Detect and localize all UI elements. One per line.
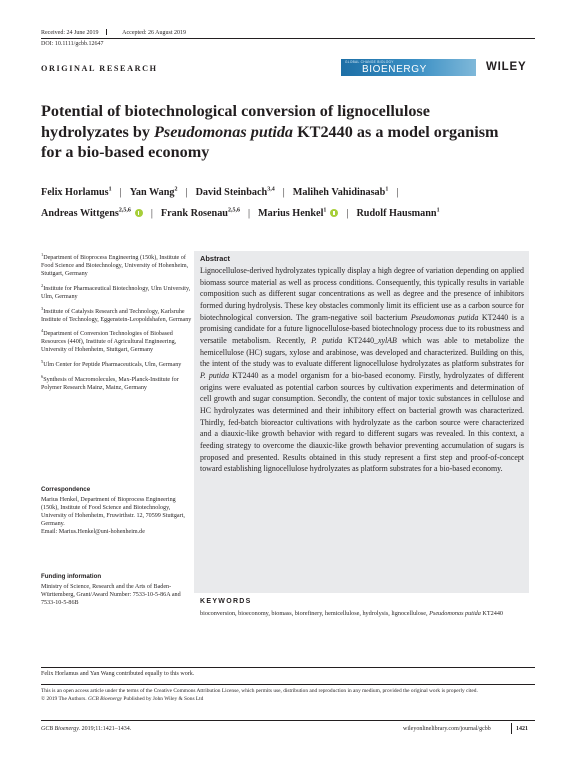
article-title: Potential of biotechnological conversion of lignocellulose hydrolyzates by Pseudomonas putida KT2440 as a model organism for a bio-based economy: [41, 102, 499, 161]
abstract-text: Lignocellulose-derived hydrolyzates typically display a high degree of variation depending on applied biomass source material as well as process conditions. Consequently, this typically results in variable composition such as different sugar concentrations as well as degree and the presence of inhibitors formed during hydrolysis. These key obstacles commonly limit its efficient use as a carbon source for biotechnological conversion. The gram-negative soil bacterium Pseudomonas putida KT2440 is a promising candidate for a future lignocellulose-based biotechnology process due to its robustness and versatile metabolism. Recently, P. putida KT2440_xylAB which was able to metabolize the hemicellulose (HC) sugars, xylose and arabinose, was developed and characterized. Building on this, the intent of the study was to evaluate different lignocellulose hydrolyzates as platform substrates for P. putida KT2440 as a model organism for a bio-based economy. Firstly, hydrolyzates of different origins were evaluated as potential carbon sources by cultivation experiments and determination of cell growth and sugar consumption. Secondly, the content of major toxic substances in cellulose and HC hydrolyzates was determined and their inhibitory effect on bacterial growth was characterized. Thirdly, fed-batch bioreactor cultivations with hydrolyzate as the carbon source were characterized and a diauxic-like growth behavior with regard to different sugars was revealed. In this context, a feeding strategy to overcome the diauxic-like growth behavior preventing accumulation of sugars is proposed and presented. Results obtained in this study represent a first step and proof-of-concept toward establishing lignocellulose hydrolyzates as platform substrates for a bio-based economy.: [200, 266, 524, 474]
equal-contribution-note: Felix Horlamus and Yan Wang contributed equally to this work.: [41, 671, 195, 677]
correspondence: [41, 486, 193, 536]
author-name[interactable]: Maliheh Vahidinasab$^1$: [292, 187, 389, 199]
author-name[interactable]: Marius Henkel$^1$: [258, 208, 327, 220]
author-name[interactable]: David Steinbach$^{3,4}$: [195, 187, 275, 199]
footer-rule-top: [41, 667, 535, 668]
correspondence-email[interactable]: Email: Marius.Henkel@uni-hohenheim.de: [41, 528, 145, 535]
funding-text: Ministry of Science, Research and the Arts of Baden-Württemberg, Grant/Award Number: 7533-10-5-86A and 7533-10-5-86B: [41, 583, 181, 606]
orcid-icon[interactable]: [330, 209, 338, 217]
page-number: 1421: [516, 726, 528, 732]
affiliation: $^6$Synthesis of Macromolecules, Max-Planck-Institute for Polymer Research Mainz, Mainz, Germany: [41, 374, 179, 392]
affiliation: $^4$Department of Conversion Technologies of Biobased Resources (440f), Institute of Agricultural Engineering, University of Hohenheim, Stuttgart, Germany: [41, 328, 177, 354]
correspondence-heading: Correspondence: [41, 486, 91, 493]
citation: GCB Bioenergy. 2019;11:1421–1434.: [41, 726, 132, 732]
affiliation: $^5$Ulm Center for Peptide Pharmaceuticals, Ulm, Germany: [41, 359, 182, 369]
affiliation: $^3$Institute of Catalysis Research and Technology, Karlsruhe Institute of Technology, Eggenstein-Leopoldshafen, Germany: [41, 305, 192, 323]
publisher-logo[interactable]: WILEY: [486, 61, 527, 73]
author-line-1: Felix Horlamus$^1$ | Yan Wang$^2$ | David Steinbach$^{3,4}$ | Maliheh Vahidinasab$^1$ |: [41, 187, 399, 199]
affiliation: $^2$Institute for Pharmaceutical Biotechnology, Ulm University, Ulm, Germany: [41, 282, 191, 300]
header-rule: [41, 38, 535, 39]
journal-logo-big-text: BIOENERGY: [362, 63, 427, 75]
copyright-text: © 2019 The Authors. GCB Bioenergy Published by John Wiley & Sons Ltd: [41, 696, 204, 702]
section-label: ORIGINAL RESEARCH: [41, 64, 158, 73]
license-note: [41, 687, 531, 703]
keywords-heading: KEYWORDS: [200, 598, 252, 605]
funding-heading: Funding information: [41, 573, 102, 580]
journal-logo[interactable]: [341, 59, 476, 76]
affiliations: [41, 251, 193, 396]
author-name[interactable]: Andreas Wittgens$^{2,5,6}$: [41, 208, 131, 220]
doi-link[interactable]: DOI: 10.1111/gcbb.12647: [41, 41, 104, 47]
orcid-icon[interactable]: [135, 209, 143, 217]
footer-divider: [511, 723, 512, 734]
author-name[interactable]: Yan Wang$^2$: [129, 187, 178, 199]
journal-url[interactable]: wileyonlinelibrary.com/journal/gcbb: [403, 726, 491, 732]
affiliation: $^1$Department of Bioprocess Engineering (150k), Institute of Food Science and Biotechnology, University of Hohenheim, Stuttgart, Germany: [41, 252, 189, 277]
author-line-2: Andreas Wittgens$^{2,5,6}$ | Frank Rosenau$^{2,5,6}$ | Marius Henkel$^1$ | Rudolf Hausmann$^1$: [41, 208, 440, 220]
keywords-list: bioconversion, bioeconomy, biomass, biorefinery, hemicellulose, hydrolysis, lignocellulose, Pseudomonas putida KT2440: [200, 610, 504, 617]
funding: [41, 573, 193, 608]
author-name[interactable]: Frank Rosenau$^{2,5,6}$: [160, 208, 240, 220]
license-text: This is an open access article under the terms of the Creative Commons Attribution License, which permits use, distribution and reproduction in any medium, provided the original work is properly cited.: [41, 688, 478, 694]
correspondence-address: Marius Henkel, Department of Bioprocess Engineering (150k), Institute of Food Science and Biotechnology, University of Hohenheim, Fruwirthstr. 12, 70599 Stuttgart, Germany.: [41, 496, 185, 527]
journal-logo-small-text: GLOBAL CHANGE BIOLOGY: [345, 60, 394, 64]
received-accepted-line: [41, 29, 186, 36]
footer-rule-bottom: [41, 720, 535, 721]
abstract-heading: Abstract: [200, 254, 230, 263]
received-date: Received: 24 June 2019: [41, 30, 99, 36]
footer-rule-mid: [41, 684, 535, 685]
author-name[interactable]: Felix Horlamus$^1$: [41, 187, 112, 199]
accepted-date: Accepted: 26 August 2019: [122, 30, 186, 36]
author-name[interactable]: Rudolf Hausmann$^1$: [356, 208, 440, 220]
